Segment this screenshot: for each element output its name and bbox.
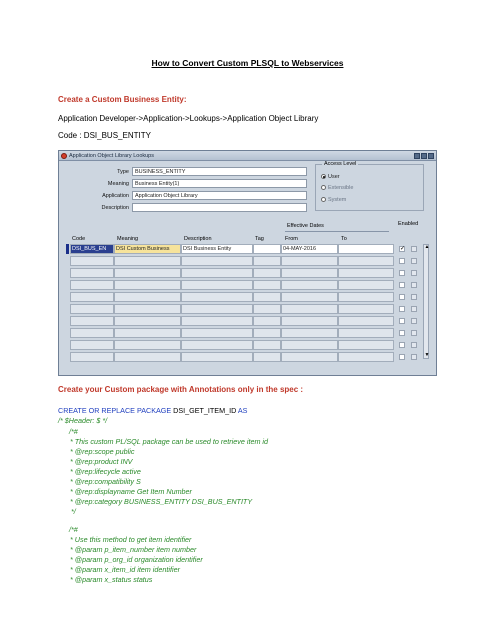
column-header-tag: Tag bbox=[255, 236, 264, 242]
enabled-header: Enabled bbox=[398, 221, 419, 227]
enabled-checkbox[interactable] bbox=[399, 258, 405, 264]
code-line-7: * @rep:lifecycle active bbox=[70, 467, 141, 476]
empty-to-cell[interactable] bbox=[338, 280, 394, 290]
empty-from-cell[interactable] bbox=[281, 328, 338, 338]
empty-from-cell[interactable] bbox=[281, 280, 338, 290]
empty-meaning-cell[interactable] bbox=[114, 280, 181, 290]
empty-tag-cell[interactable] bbox=[253, 280, 281, 290]
enabled-checkbox[interactable] bbox=[399, 294, 405, 300]
empty-meaning-cell[interactable] bbox=[114, 304, 181, 314]
current-record-indicator bbox=[66, 244, 69, 254]
meaning-label: Meaning bbox=[107, 181, 129, 187]
empty-tag-cell[interactable] bbox=[253, 316, 281, 326]
enabled-checkbox[interactable] bbox=[399, 330, 405, 336]
column-header-code: Code bbox=[72, 236, 86, 242]
empty-from-cell[interactable] bbox=[281, 292, 338, 302]
row1-enabled-checkbox[interactable]: ✓ bbox=[400, 246, 406, 252]
row1-tag-cell[interactable] bbox=[253, 244, 281, 254]
empty-code-cell[interactable] bbox=[70, 256, 114, 266]
code-line-3: /*# bbox=[69, 427, 78, 436]
empty-code-cell[interactable] bbox=[70, 268, 114, 278]
meaning-field[interactable]: Business Entity(1) bbox=[132, 179, 307, 188]
empty-to-cell[interactable] bbox=[338, 352, 394, 362]
empty-meaning-cell[interactable] bbox=[114, 352, 181, 362]
access-level-extensible-radio[interactable]: Extensible bbox=[321, 185, 353, 191]
code-line-2: /* $Header: $ */ bbox=[58, 416, 108, 425]
empty-code-cell[interactable] bbox=[70, 328, 114, 338]
empty-description-cell[interactable] bbox=[181, 316, 253, 326]
empty-code-cell[interactable] bbox=[70, 340, 114, 350]
maximize-icon[interactable] bbox=[421, 153, 427, 159]
type-label: Type bbox=[117, 169, 129, 175]
application-field[interactable]: Application Object Library bbox=[132, 191, 307, 200]
code-line-10: * @rep:category BUSINESS_ENTITY DSI_BUS_ENTITY bbox=[70, 497, 253, 506]
code-line-1: CREATE OR REPLACE PACKAGE DSI_GET_ITEM_ID AS bbox=[58, 406, 248, 415]
code-line-4: * This custom PL/SQL package can be used to retrieve item id bbox=[70, 437, 269, 446]
empty-from-cell[interactable] bbox=[281, 256, 338, 266]
empty-code-cell[interactable] bbox=[70, 316, 114, 326]
row1-meaning-cell[interactable]: DSI Custom Business bbox=[114, 244, 181, 254]
dff-cell[interactable] bbox=[411, 318, 417, 324]
code-line-17: * @param x_status status bbox=[70, 575, 153, 584]
dff-cell[interactable] bbox=[411, 342, 417, 348]
section-heading-business-entity: Create a Custom Business Entity: bbox=[58, 95, 187, 104]
code-line-13: * Use this method to get item identifier bbox=[70, 535, 192, 544]
vertical-scrollbar[interactable] bbox=[423, 244, 429, 359]
type-field[interactable]: BUSINESS_ENTITY bbox=[132, 167, 307, 176]
empty-meaning-cell[interactable] bbox=[114, 328, 181, 338]
code-line-14: * @param p_item_number item number bbox=[70, 545, 197, 554]
effective-dates-divider bbox=[285, 231, 389, 232]
empty-description-cell[interactable] bbox=[181, 340, 253, 350]
description-field[interactable] bbox=[132, 203, 307, 212]
empty-to-cell[interactable] bbox=[338, 328, 394, 338]
dff-cell[interactable] bbox=[411, 330, 417, 336]
close-icon[interactable] bbox=[428, 153, 434, 159]
empty-meaning-cell[interactable] bbox=[114, 340, 181, 350]
empty-to-cell[interactable] bbox=[338, 292, 394, 302]
radio-icon bbox=[321, 185, 326, 190]
empty-code-cell[interactable] bbox=[70, 304, 114, 314]
code-line-9: * @rep:displayname Get Item Number bbox=[70, 487, 192, 496]
dff-cell[interactable] bbox=[411, 282, 417, 288]
empty-tag-cell[interactable] bbox=[253, 292, 281, 302]
scroll-up-icon[interactable]: ▲ bbox=[424, 244, 430, 250]
empty-description-cell[interactable] bbox=[181, 292, 253, 302]
empty-meaning-cell[interactable] bbox=[114, 256, 181, 266]
empty-tag-cell[interactable] bbox=[253, 304, 281, 314]
empty-from-cell[interactable] bbox=[281, 316, 338, 326]
row1-dff-cell[interactable] bbox=[411, 246, 417, 252]
column-header-to: To bbox=[341, 236, 347, 242]
access-level-system-radio[interactable]: System bbox=[321, 197, 346, 203]
row1-code-cell[interactable]: DSI_BUS_EN bbox=[70, 244, 114, 254]
effective-dates-header: Effective Dates bbox=[287, 223, 324, 229]
code-line-12: /*# bbox=[69, 525, 78, 534]
empty-description-cell[interactable] bbox=[181, 256, 253, 266]
dff-cell[interactable] bbox=[411, 258, 417, 264]
oracle-icon bbox=[61, 153, 67, 159]
access-level-user-radio[interactable]: User bbox=[321, 174, 340, 180]
empty-code-cell[interactable] bbox=[70, 352, 114, 362]
enabled-checkbox[interactable] bbox=[399, 342, 405, 348]
dff-cell[interactable] bbox=[411, 306, 417, 312]
row1-from-cell[interactable]: 04-MAY-2016 bbox=[281, 244, 338, 254]
code-line: Code : DSI_BUS_ENTITY bbox=[58, 131, 151, 140]
empty-to-cell[interactable] bbox=[338, 268, 394, 278]
empty-tag-cell[interactable] bbox=[253, 328, 281, 338]
document-title: How to Convert Custom PLSQL to Webservices bbox=[151, 58, 344, 68]
row1-to-cell[interactable] bbox=[338, 244, 394, 254]
minimize-icon[interactable] bbox=[414, 153, 420, 159]
code-line-8: * @rep:compatibility S bbox=[70, 477, 141, 486]
empty-to-cell[interactable] bbox=[338, 256, 394, 266]
window-titlebar bbox=[59, 151, 436, 161]
dff-cell[interactable] bbox=[411, 294, 417, 300]
empty-tag-cell[interactable] bbox=[253, 352, 281, 362]
empty-code-cell[interactable] bbox=[70, 292, 114, 302]
navigation-path: Application Developer->Application->Lookups->Application Object Library bbox=[58, 114, 319, 123]
enabled-checkbox[interactable] bbox=[399, 354, 405, 360]
empty-to-cell[interactable] bbox=[338, 304, 394, 314]
dff-cell[interactable] bbox=[411, 354, 417, 360]
empty-from-cell[interactable] bbox=[281, 340, 338, 350]
description-label: Description bbox=[101, 205, 129, 211]
empty-meaning-cell[interactable] bbox=[114, 268, 181, 278]
empty-tag-cell[interactable] bbox=[253, 340, 281, 350]
code-line-11: */ bbox=[71, 507, 76, 516]
empty-to-cell[interactable] bbox=[338, 340, 394, 350]
empty-description-cell[interactable] bbox=[181, 280, 253, 290]
enabled-checkbox[interactable] bbox=[399, 282, 405, 288]
enabled-checkbox[interactable] bbox=[399, 270, 405, 276]
empty-tag-cell[interactable] bbox=[253, 268, 281, 278]
empty-from-cell[interactable] bbox=[281, 268, 338, 278]
radio-selected-icon bbox=[321, 174, 326, 179]
empty-description-cell[interactable] bbox=[181, 352, 253, 362]
empty-from-cell[interactable] bbox=[281, 304, 338, 314]
empty-tag-cell[interactable] bbox=[253, 256, 281, 266]
code-line-5: * @rep:scope public bbox=[70, 447, 135, 456]
code-line-15: * @param p_org_id organization identifier bbox=[70, 555, 203, 564]
empty-to-cell[interactable] bbox=[338, 316, 394, 326]
column-header-meaning: Meaning bbox=[117, 236, 139, 242]
access-level-title: Access Level bbox=[324, 161, 357, 167]
enabled-checkbox[interactable] bbox=[399, 318, 405, 324]
dff-cell[interactable] bbox=[411, 270, 417, 276]
empty-description-cell[interactable] bbox=[181, 268, 253, 278]
empty-description-cell[interactable] bbox=[181, 328, 253, 338]
application-label: Application bbox=[102, 193, 129, 199]
empty-code-cell[interactable] bbox=[70, 280, 114, 290]
empty-meaning-cell[interactable] bbox=[114, 316, 181, 326]
empty-description-cell[interactable] bbox=[181, 304, 253, 314]
code-line-6: * @rep:product INV bbox=[70, 457, 133, 466]
column-header-description: Description bbox=[184, 236, 212, 242]
scroll-down-icon[interactable]: ▼ bbox=[424, 352, 430, 358]
enabled-checkbox[interactable] bbox=[399, 306, 405, 312]
radio-icon bbox=[321, 197, 326, 202]
column-header-from: From bbox=[285, 236, 298, 242]
empty-meaning-cell[interactable] bbox=[114, 292, 181, 302]
row1-description-cell[interactable]: DSI Business Entity bbox=[181, 244, 253, 254]
code-line-16: * @param x_item_id item identifier bbox=[70, 565, 180, 574]
section-heading-package: Create your Custom package with Annotations only in the spec : bbox=[58, 385, 304, 394]
window-title: Application Object Library Lookups bbox=[69, 153, 154, 159]
empty-from-cell[interactable] bbox=[281, 352, 338, 362]
lookups-window-screenshot bbox=[58, 150, 437, 376]
